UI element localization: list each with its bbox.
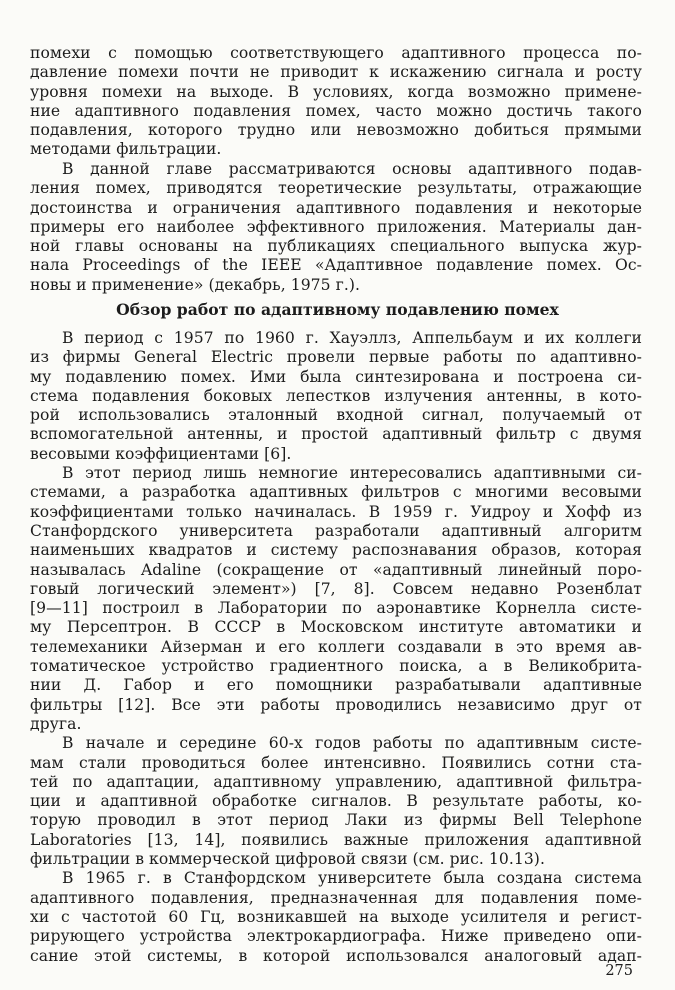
text-line: рирующего устройства электрокардиографа. Ниже приведено опи- [30,927,642,946]
page-number: 275 [605,963,633,979]
text-line: телемеханики Айзерман и его коллеги создавали в это время ав- [30,637,642,656]
text-line: Laboratories [13, 14], появились важные приложения адаптивной [30,830,642,849]
text-line: стемами, а разработка адаптивных фильтров с многими весовыми [30,483,642,502]
text-line: рой использовались эталонный входной сигнал, получаемый от [30,406,642,425]
text-line: томатическое устройство градиентного поиска, а в Великобрита- [30,657,642,676]
text-line: наименьших квадратов и систему распознавания образов, которая [30,541,642,560]
text-line: Станфордского университета разработали адаптивный алгоритм [30,521,642,540]
text-line: ной главы основаны на публикациях специального выпуска жур- [30,237,642,256]
text-line: хи с частотой 60 Гц, возникавшей на выходе усилителя и регист- [30,907,642,926]
text-line: друга. [30,714,82,733]
text-line: му Персептрон. В СССР в Московском институте автоматики и [30,618,642,637]
text-line: методами фильтрации. [30,140,222,159]
text-line: нии Д. Габор и его помощники разрабатывали адаптивные [30,676,642,695]
text-line: торую проводил в этот период Лаки из фирмы Bell Telephone [30,811,642,830]
section-body [30,329,642,966]
text-line: тей по адаптации, адаптивному управлению, адаптивной фильтра- [30,772,642,791]
text-line: адаптивного подавления, предназначенная для подавления поме- [30,888,642,907]
text-line: В 1965 г. в Станфордском университете была создана система [62,869,642,888]
text-line: новы и применение» (декабрь, 1975 г.). [30,275,360,294]
text-line: называлась Adaline (сокращение от «адаптивный линейный поро- [30,560,642,579]
text-line: ции и адаптивной обработке сигналов. В результате работы, ко- [30,792,642,811]
text-line: фильтрации в коммерческой цифровой связи (см. рис. 10.13). [30,850,545,869]
text-line: В данной главе рассматриваются основы адаптивного подав- [62,160,642,178]
text-line: В начале и середине 60-х годов работы по адаптивным систе- [62,734,642,753]
text-line: давление помехи почти не приводит к искажению сигнала и росту [30,63,642,82]
text-line: достоинства и ограничения адаптивного подавления и некоторые [30,198,642,217]
text-line: В этот период лишь немногие интересовались адаптивными си- [62,464,642,483]
text-line: мам стали проводиться более интенсивно. Появились сотни ста- [30,753,642,772]
continued-paragraph [30,44,642,160]
text-line: уровня помехи на выходе. В условиях, когда возможно примене- [30,82,642,101]
text-line: весовыми коэффициентами [6]. [30,444,292,463]
section-heading: Обзор работ по адаптивному подавлению помех [116,300,559,319]
text-line: подавления, которого трудно или невозможно добиться прямыми [30,121,642,140]
intro-paragraph [30,160,642,295]
text-line: ние адаптивного подавления помех, часто можно достичь такого [30,101,642,120]
text-line: помехи с помощью соответствующего адаптивного процесса по- [30,44,642,62]
text-line: вспомогательной антенны, и простой адаптивный фильтр с двумя [30,425,642,444]
text-line: стема подавления боковых лепестков излучения антенны, в кото- [30,386,642,405]
text-line: говый логический элемент») [7, 8]. Совсем недавно Розенблат [30,579,642,598]
text-line: из фирмы General Electric провели первые работы по адаптивно- [30,348,642,367]
text-line: коэффициентами только начиналась. В 1959 г. Уидроу и Хофф из [30,502,642,521]
text-line: нала Proceedings of the IEEE «Адаптивное подавление помех. Ос- [30,256,642,275]
text-line: В период с 1957 по 1960 г. Хауэллз, Аппельбаум и их коллеги [62,329,642,347]
text-line: му подавлению помех. Ими была синтезирована и построена си- [30,367,642,386]
text-line: фильтры [12]. Все эти работы проводились независимо друг от [30,695,642,714]
text-line: примеры его наиболее эффективного приложения. Материалы дан- [30,217,642,236]
text-line: ления помех, приводятся теоретические результаты, отражающие [30,179,642,198]
text-line: [9—11] построил в Лаборатории по аэронавтике Корнелла систе- [30,599,642,618]
text-line: сание этой системы, в которой использовался аналоговый адап- [30,946,642,965]
